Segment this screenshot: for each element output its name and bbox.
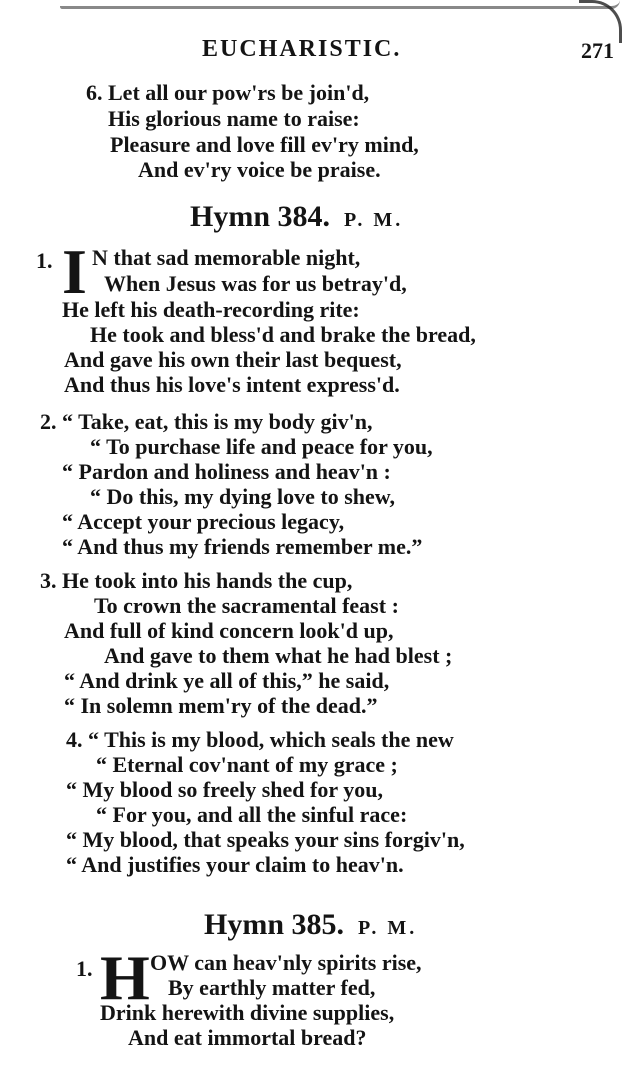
stanza-line: “ My blood so freely shed for you, [66,777,383,802]
stanza-number: 6. [86,80,103,105]
stanza-line: N that sad memorable night, [92,245,361,270]
stanza-line: “ And thus my friends remember me.” [62,534,423,559]
stanza-line: And full of kind concern look'd up, [64,618,394,643]
stanza-line: And gave to them what he had blest ; [104,643,453,668]
hymn-385-title [204,908,417,945]
stanza-line [40,409,373,435]
stanza-line: And gave his own their last bequest, [64,347,402,372]
stanza-line: He took and bless'd and brake the bread, [90,322,476,347]
running-head-title: EUCHARISTIC. [202,36,402,62]
stanza-number: 1. [76,956,93,981]
stanza-line: “ Eternal cov'nant of my grace ; [96,752,398,777]
stanza-line: When Jesus was for us betray'd, [104,271,407,296]
stanza-line: “ Do this, my dying love to shew, [90,484,395,509]
stanza-line: OW can heav'nly spirits rise, [150,950,422,975]
stanza-line: “ Accept your precious legacy, [62,509,345,534]
stanza-line-text: He took into his hands the cup, [62,568,353,593]
stanza-line: “ And justifies your claim to heav'n. [66,852,404,877]
hymn-title-text: Hymn 385. [204,908,345,941]
stanza-line: “ To purchase life and peace for you, [90,434,433,459]
stanza-line: “ In solemn mem'ry of the dead.” [64,693,378,718]
stanza-line: And thus his love's intent express'd. [64,372,400,397]
drop-cap: H [100,942,150,1013]
stanza-line: Pleasure and love fill ev'ry mind, [110,132,419,157]
stanza-line: And ev'ry voice be praise. [138,157,381,182]
stanza-line: Drink herewith divine supplies, [100,1000,395,1025]
stanza-number: 4. [66,727,83,752]
stanza-line: His glorious name to raise: [108,106,360,131]
running-head [0,36,640,70]
stanza-number: 2. [40,409,57,434]
stanza-number: 1. [36,248,53,273]
stanza-line: “ And drink ye all of this,” he said, [64,668,390,693]
stanza-line-text: “ Take, eat, this is my body giv'n, [62,409,373,434]
stanza-line-text: “ This is my blood, which seals the new [88,727,454,752]
stanza-line: By earthly matter fed, [168,975,376,1000]
drop-cap: I [62,236,87,307]
stanza-line [40,568,352,594]
stanza-line: He left his death-recording rite: [62,297,360,322]
stanza-line: “ My blood, that speaks your sins forgiv'n, [66,827,465,852]
hymn-meter: P. M. [358,917,418,939]
stanza-line: And eat immortal bread? [128,1025,367,1050]
stanza-line: “ Pardon and holiness and heav'n : [62,459,391,484]
hymn-meter: P. M. [344,209,404,231]
stanza-line [66,727,454,753]
page-number: 271 [581,38,614,63]
hymn-title-text: Hymn 384. [190,200,331,233]
stanza-number: 3. [40,568,57,593]
stanza-line-text: Let all our pow'rs be join'd, [108,80,370,105]
stanza-line: To crown the sacramental feast : [94,593,399,618]
stanza-line: “ For you, and all the sinful race: [96,802,408,827]
stanza-line [86,80,369,106]
hymn-384-title [190,200,403,237]
page-top-edge [60,0,620,9]
